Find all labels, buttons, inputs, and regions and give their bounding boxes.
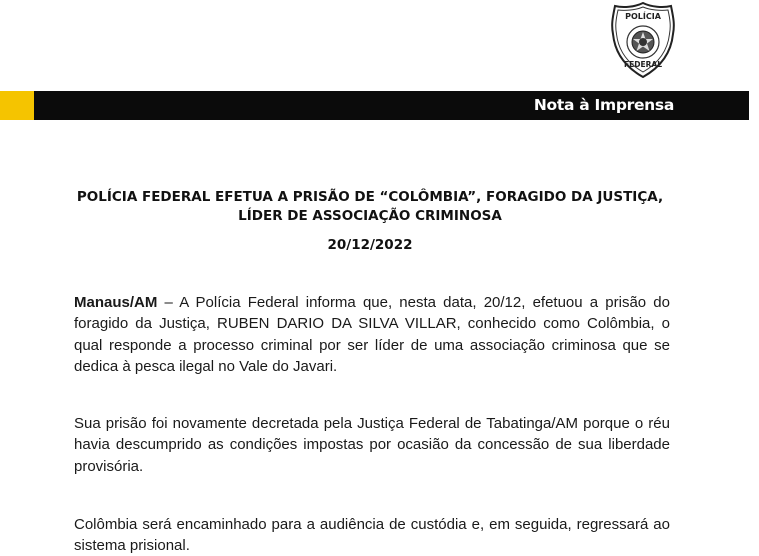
dateline-place: Manaus/AM: [74, 294, 158, 311]
paragraph-3: Colômbia será encaminhado para a audiência de custódia e, em seguida, regressará ao sistema prisional.: [74, 516, 670, 555]
banner-title: Nota à Imprensa: [533, 96, 674, 114]
paragraph-2: Sua prisão foi novamente decretada pela Justiça Federal de Tabatinga/AM porque o réu havia descumprido as condições impostas por ocasião da concessão de sua liberdade provisória.: [74, 415, 670, 475]
banner-accent: [0, 91, 34, 120]
press-release-headline: POLÍCIA FEDERAL EFETUA A PRISÃO DE “COLÔMBIA”, FORAGIDO DA JUSTIÇA, LÍDER DE ASSOCIAÇÃO CRIMINOSA: [76, 189, 664, 224]
paragraph-1: [74, 292, 670, 377]
badge-top-text: POLÍCIA: [625, 12, 661, 21]
paragraph-1-text: – A Polícia Federal informa que, nesta data, 20/12, efetuou a prisão do foragido da Justiça, RUBEN DARIO DA SILVA VILLAR, conhecido como Colômbia, o qual responde a processo criminal por ser líder de uma associação criminosa que se dedica à pesca ilegal no Vale do Javari.: [74, 294, 670, 375]
police-badge-icon: [607, 2, 679, 78]
badge-bottom-text: FEDERAL: [624, 60, 662, 69]
press-release-date: 20/12/2022: [327, 237, 413, 253]
